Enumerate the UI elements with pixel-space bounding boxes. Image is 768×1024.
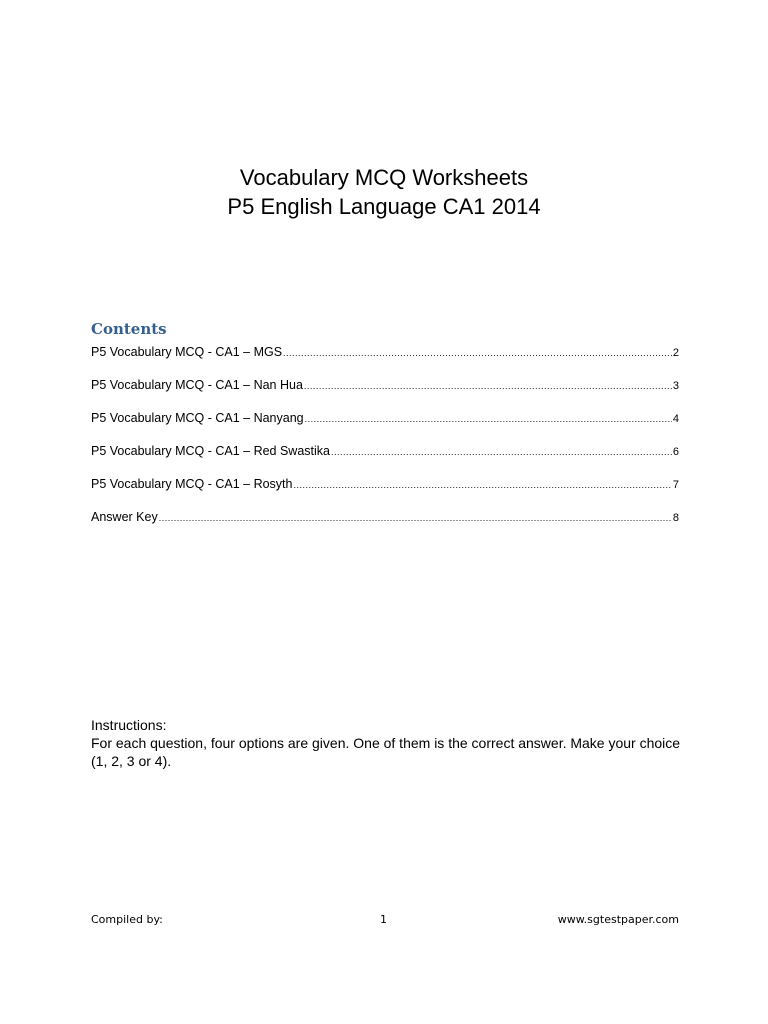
toc-leader-dots xyxy=(283,348,672,358)
toc-entry-page[interactable]: 3 xyxy=(672,380,679,392)
toc-entry-label[interactable]: P5 Vocabulary MCQ - CA1 – Rosyth xyxy=(91,477,293,491)
toc-entry-label[interactable]: P5 Vocabulary MCQ - CA1 – Nan Hua xyxy=(91,378,303,392)
table-of-contents xyxy=(91,345,679,543)
toc-leader-dots xyxy=(304,381,672,391)
footer-website: www.sgtestpaper.com xyxy=(557,913,679,926)
toc-entry-page[interactable]: 4 xyxy=(672,413,679,425)
title-line-2: P5 English Language CA1 2014 xyxy=(227,194,541,219)
toc-entry-label[interactable]: P5 Vocabulary MCQ - CA1 – MGS xyxy=(91,345,283,359)
toc-leader-dots xyxy=(293,480,671,490)
toc-entry-red-swastika[interactable] xyxy=(91,444,679,477)
instructions-block xyxy=(91,716,691,770)
toc-entry-page[interactable]: 2 xyxy=(672,347,679,359)
footer-page-number: 1 xyxy=(380,913,387,926)
toc-leader-dots xyxy=(159,513,672,523)
toc-entry-label[interactable]: P5 Vocabulary MCQ - CA1 – Nanyang xyxy=(91,411,304,425)
toc-entry-rosyth[interactable] xyxy=(91,477,679,510)
toc-leader-dots xyxy=(331,447,672,457)
document-title xyxy=(0,163,768,221)
toc-entry-answer-key[interactable] xyxy=(91,510,679,543)
instructions-heading: Instructions: xyxy=(91,717,167,733)
toc-entry-page[interactable]: 8 xyxy=(672,512,679,524)
toc-entry-nan-hua[interactable] xyxy=(91,378,679,411)
instructions-body: For each question, four options are given. One of them is the correct answer. Make your choice (1, 2, 3 or 4). xyxy=(91,735,681,769)
toc-leader-dots xyxy=(305,414,672,424)
toc-entry-page[interactable]: 6 xyxy=(672,446,679,458)
toc-entry-label[interactable]: Answer Key xyxy=(91,510,158,524)
footer-compiled-by: Compiled by: xyxy=(91,913,163,926)
toc-entry-mgs[interactable] xyxy=(91,345,679,378)
toc-entry-page[interactable]: 7 xyxy=(672,479,679,491)
contents-heading: Contents xyxy=(91,320,167,338)
title-line-1: Vocabulary MCQ Worksheets xyxy=(239,165,529,190)
toc-entry-nanyang[interactable] xyxy=(91,411,679,444)
toc-entry-label[interactable]: P5 Vocabulary MCQ - CA1 – Red Swastika xyxy=(91,444,330,458)
